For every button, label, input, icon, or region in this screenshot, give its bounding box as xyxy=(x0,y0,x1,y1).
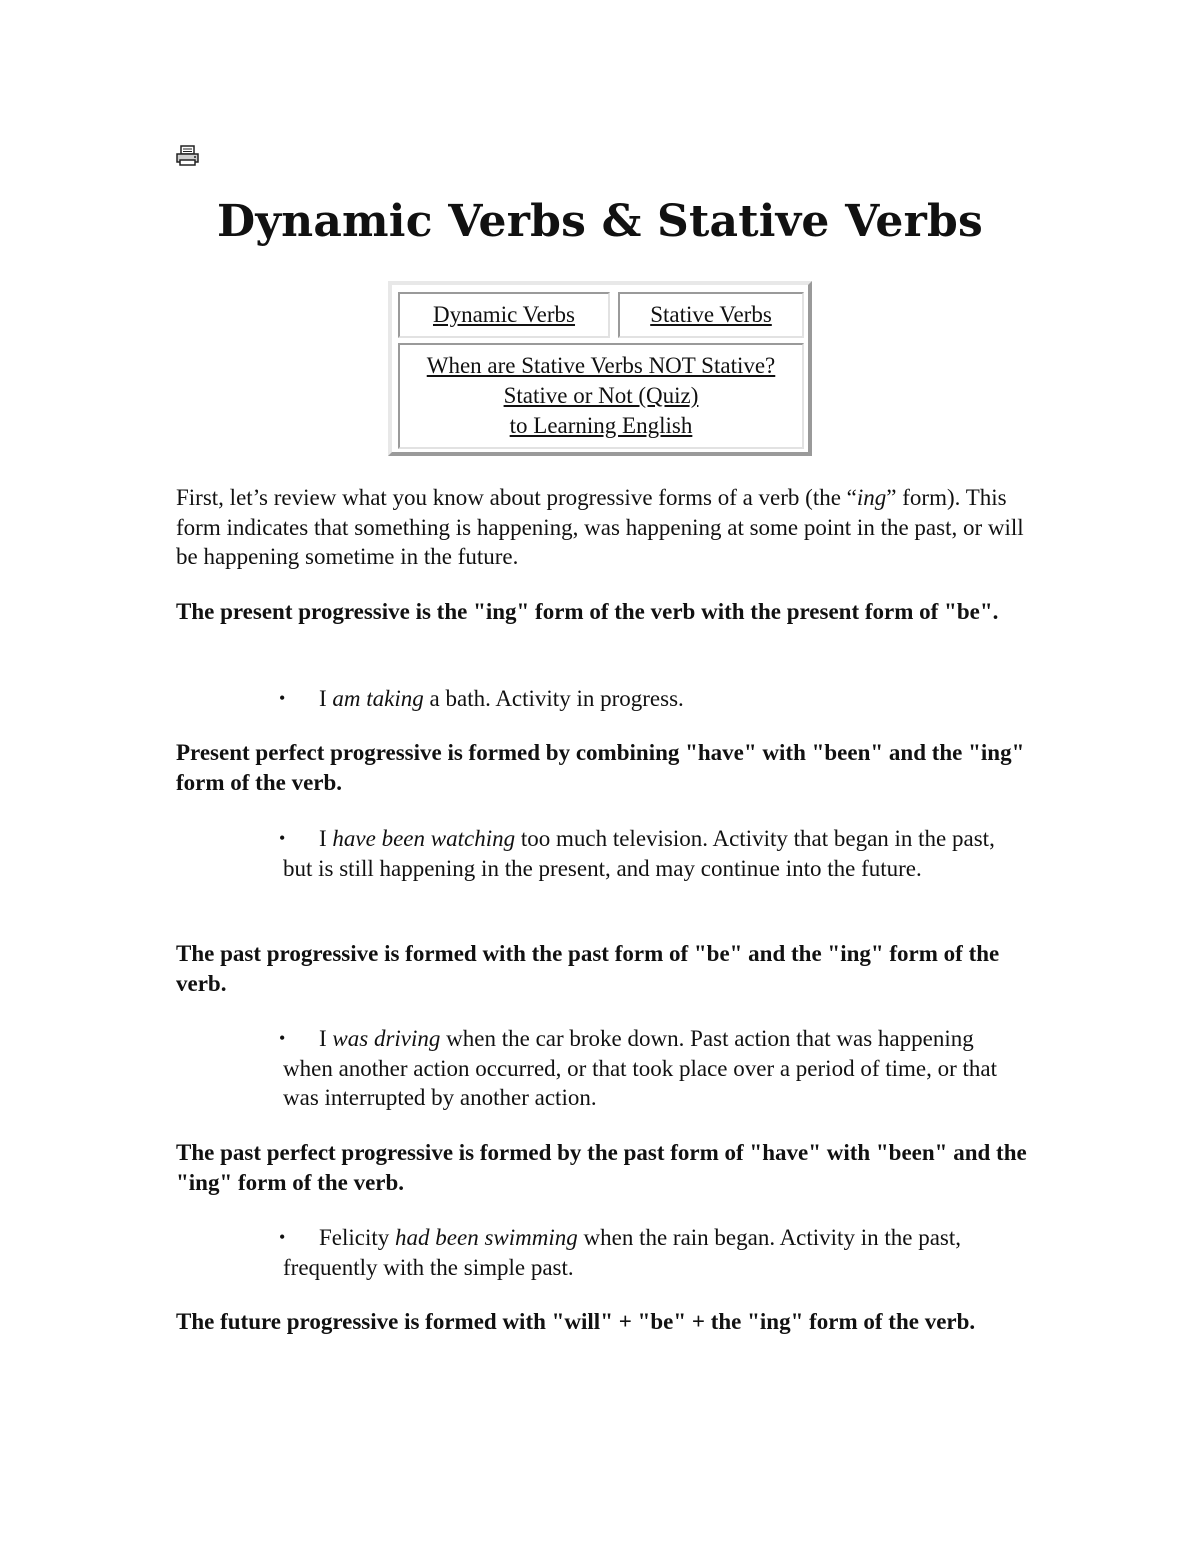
example-text: a bath. Activity in progress. xyxy=(423,686,684,711)
example-text: too much television. Activity that began in the past, but is still happening in the present, and may continue into the future. xyxy=(283,826,995,881)
example-text: I xyxy=(319,1026,333,1051)
list-item xyxy=(279,1223,1023,1282)
example-text: I xyxy=(319,826,333,851)
dynamic-verbs-link[interactable]: Dynamic Verbs xyxy=(432,302,576,327)
section-heading-past-perfect-progressive: The past perfect progressive is formed by the past form of "have" with "been" and the "ing" form of the verb. xyxy=(176,1140,1027,1195)
nav-cell-links xyxy=(398,343,804,449)
section-heading-present-progressive: The present progressive is the "ing" form of the verb with the present form of "be". xyxy=(176,599,999,624)
stative-verbs-link[interactable]: Stative Verbs xyxy=(650,302,772,327)
nav-cell-stative xyxy=(618,292,804,338)
example-text: when the car broke down. Past action that was happening when another action occurred, or that took place over a period of time, or that was interrupted by another action. xyxy=(283,1026,997,1110)
example-text: when the rain began. Activity in the past, frequently with the simple past. xyxy=(283,1225,961,1280)
intro-text-1: First, let’s review what you know about progressive forms of a verb (the “ xyxy=(176,485,857,510)
section-heading-past-progressive: The past progressive is formed with the past form of "be" and the "ing" form of the verb. xyxy=(176,941,1000,996)
learning-english-link[interactable]: to Learning English xyxy=(509,413,693,438)
example-verb: am taking xyxy=(332,686,424,711)
when-not-stative-link[interactable]: When are Stative Verbs NOT Stative? xyxy=(426,353,776,378)
bullet-icon: • xyxy=(279,1227,286,1247)
page-title: Dynamic Verbs & Stative Verbs xyxy=(217,196,983,247)
intro-paragraph xyxy=(176,483,1036,572)
section-heading-present-perfect-progressive: Present perfect progressive is formed by combining "have" with "been" and the "ing" form of the verb. xyxy=(176,740,1025,795)
example-text: I xyxy=(319,686,333,711)
example-text: Felicity xyxy=(319,1225,396,1250)
section-heading-future-progressive: The future progressive is formed with "will" + "be" + the "ing" form of the verb. xyxy=(176,1309,976,1334)
example-verb: was driving xyxy=(332,1026,441,1051)
list-item xyxy=(279,1024,1023,1113)
bullet-icon: • xyxy=(279,828,286,848)
list-item xyxy=(279,684,1023,714)
nav-table xyxy=(388,281,812,456)
list-item xyxy=(279,824,1023,883)
nav-cell-dynamic xyxy=(398,292,610,338)
example-verb: had been swimming xyxy=(395,1225,578,1250)
bullet-icon: • xyxy=(279,1028,286,1048)
intro-ing: ing xyxy=(856,485,887,510)
bullet-icon: • xyxy=(279,688,286,708)
printer-icon[interactable] xyxy=(175,145,201,167)
intro-text-2: ” form). This form indicates that something is happening, was happening at some point in the past, or will be happening sometime in the future. xyxy=(176,485,1024,569)
stative-quiz-link[interactable]: Stative or Not (Quiz) xyxy=(503,383,699,408)
example-verb: have been watching xyxy=(332,826,516,851)
